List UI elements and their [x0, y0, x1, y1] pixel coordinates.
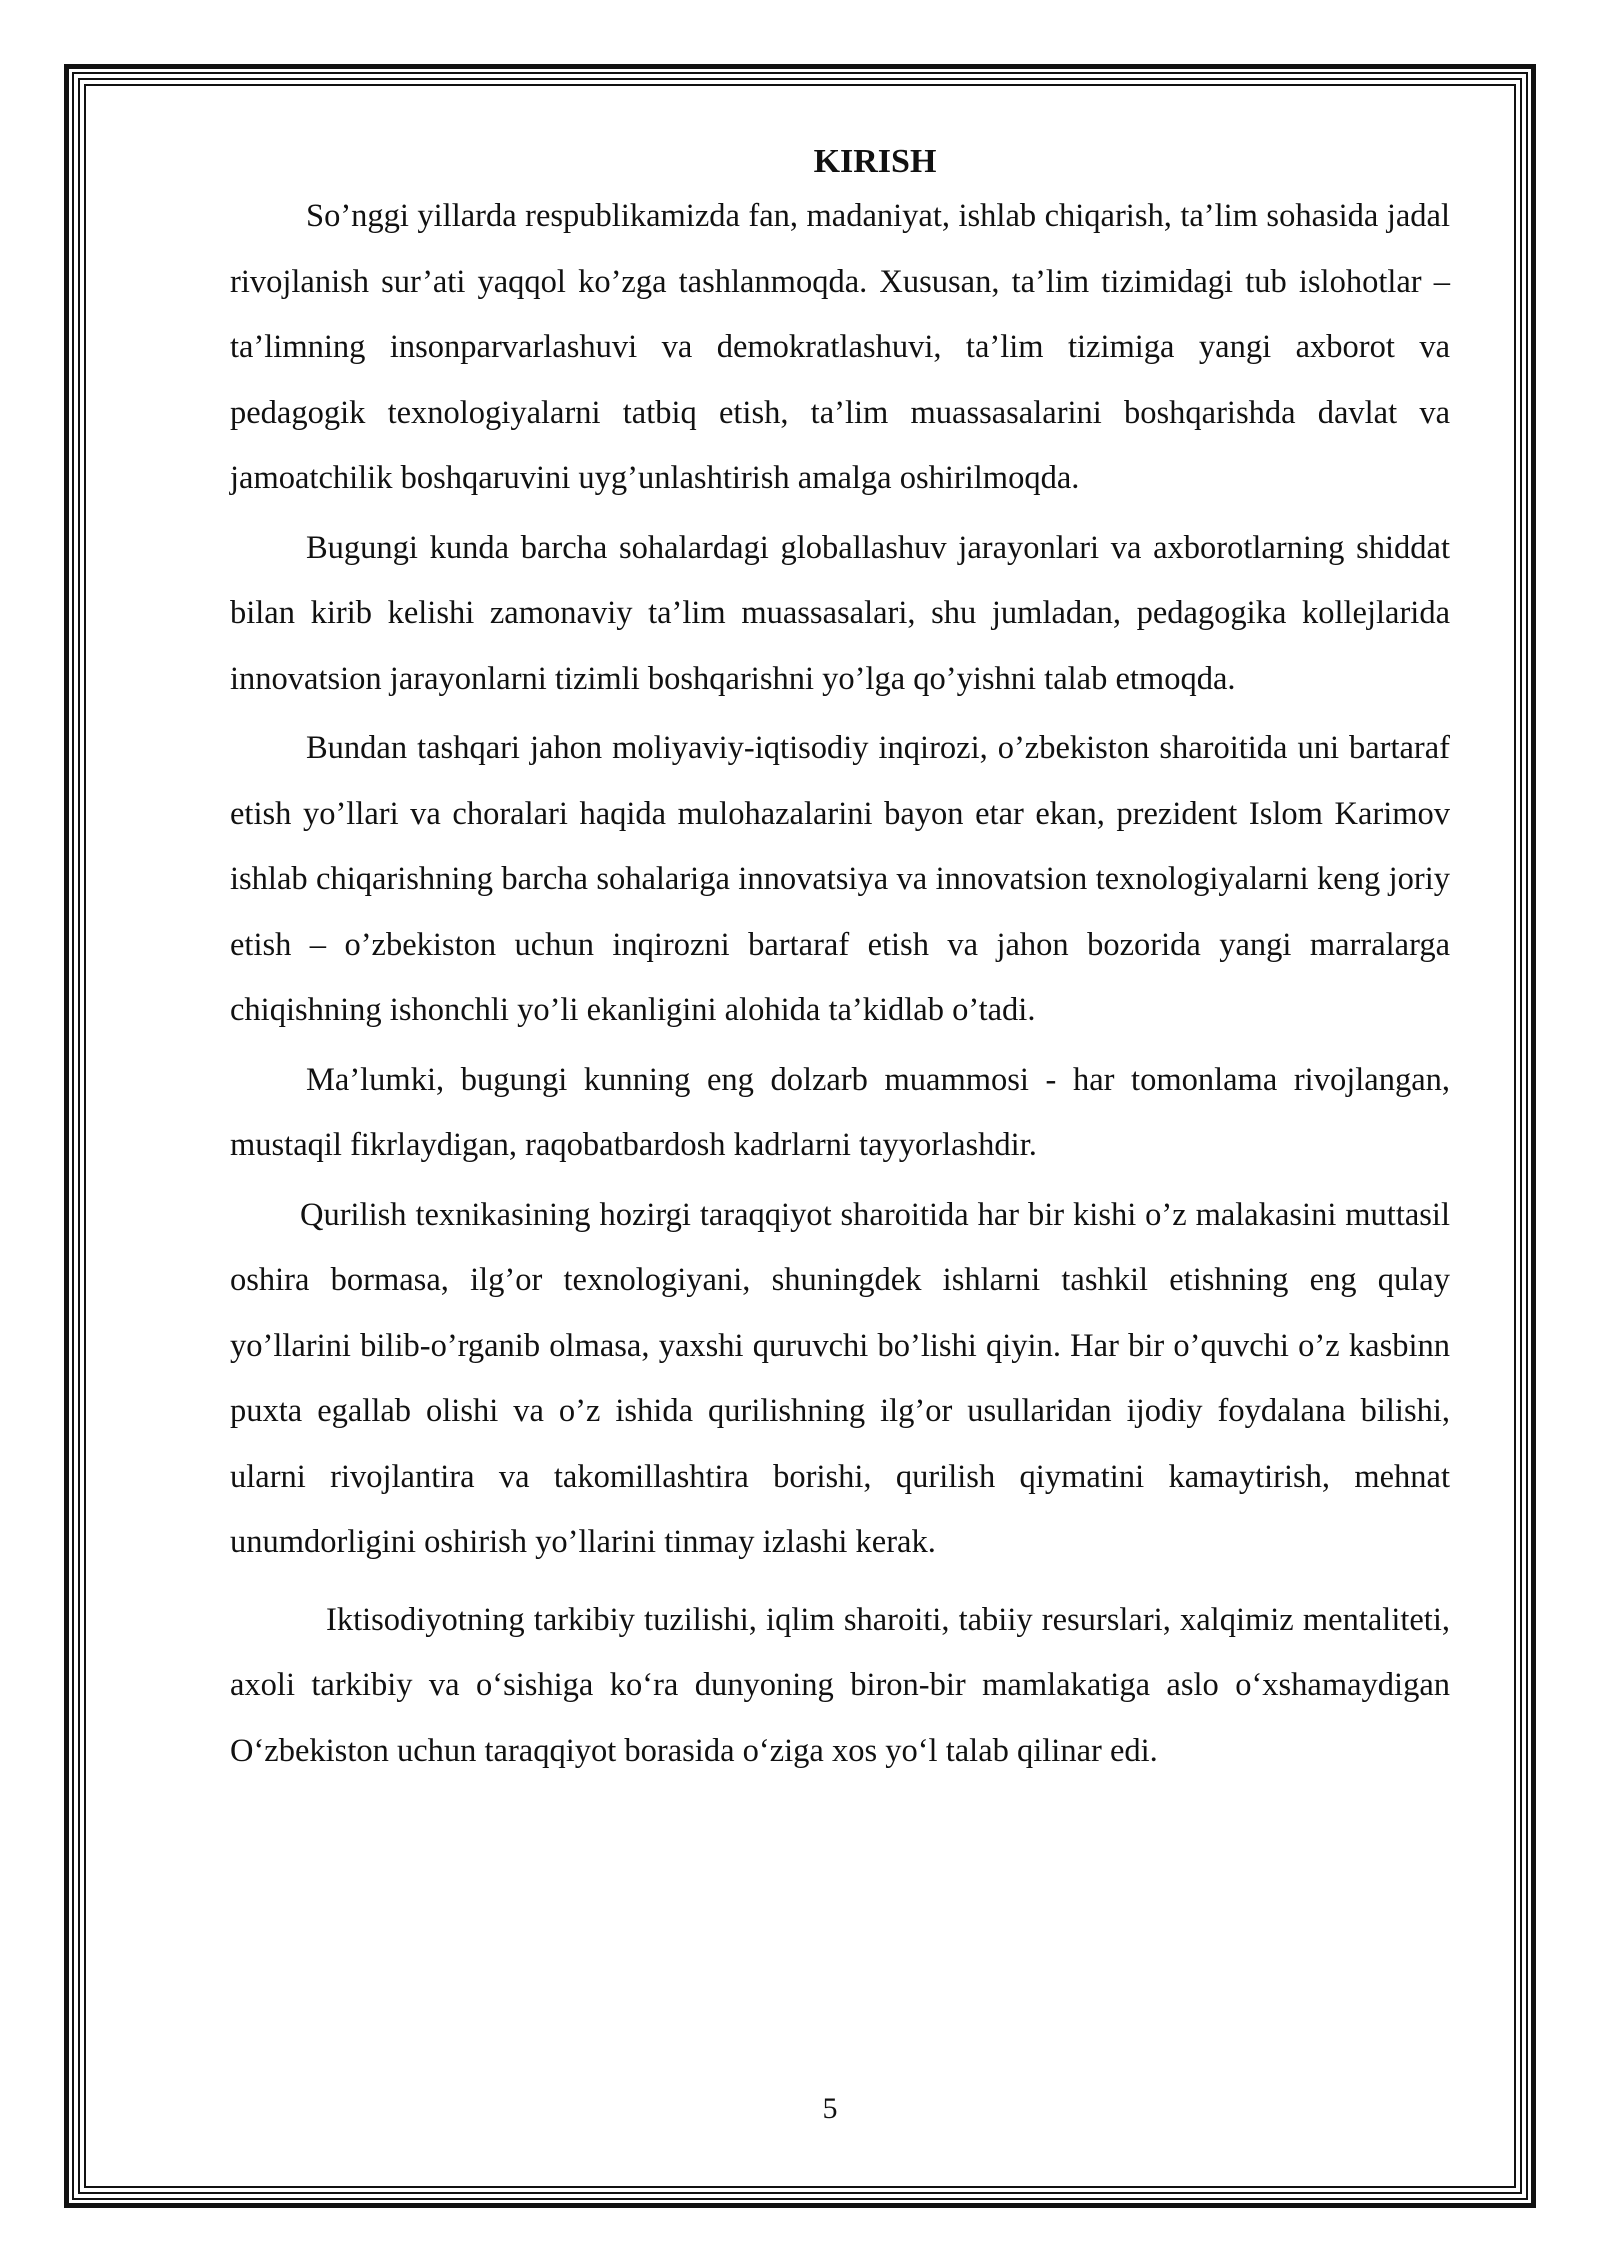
- paragraph-1: So’nggi yillarda respublikamizda fan, madaniyat, ishlab chiqarish, ta’lim sohasida jadal rivojlanish sur’ati yaqqol ko’zga tashlanmoqda. Xususan, ta’lim tizimidagi tub islohotlar – ta’limning insonparvarlashuvi va demokratlashuvi, ta’lim tizimiga yangi axborot va pedagogik texnologiyalarni tatbiq etish, ta’lim muassasalarini boshqarishda davlat va jamoatchilik boshqaruvini uyg’unlashtirish amalga oshirilmoqda.: [230, 198, 1450, 496]
- paragraph-3: Bundan tashqari jahon moliyaviy-iqtisodiy inqirozi, o’zbekiston sharoitida uni bartaraf etish yo’llari va choralari haqida mulohazalarini bayon etar ekan, prezident Islom Karimov ishlab chiqarishning barcha sohalariga innovatsiya va innovatsion texnologiyalarni keng joriy etish – o’zbekiston uchun inqirozni bartaraf etish va jahon bozorida yangi marralarga chiqishning ishonchli yo’li ekanligini alohida ta’kidlab o’tadi.: [230, 730, 1450, 1028]
- paragraph-2: Bugungi kunda barcha sohalardagi globallashuv jarayonlari va axborotlarning shiddat bilan kirib kelishi zamonaviy ta’lim muassasalari, shu jumladan, pedagogika kollejlarida innovatsion jarayonlarni tizimli boshqarishni yo’lga qo’yishni talab etmoqda.: [230, 529, 1450, 697]
- paragraph-6: Iktisodiyotning tarkibiy tuzilishi, iqlim sharoiti, tabiiy resurslari, xalqimiz mentaliteti, axoli tarkibiy va o‘sishiga ko‘ra dunyoning biron-bir mamlakatiga aslo o‘xshamaydigan O‘zbekiston uchun taraqqiyot borasida o‘ziga xos yo‘l talab qilinar edi.: [230, 1601, 1450, 1769]
- document-body: [230, 140, 1450, 1784]
- paragraph-5: Qurilish texnikasining hozirgi taraqqiyot sharoitida har bir kishi o’z malakasini muttasil oshira bormasa, ilg’or texnologiyani, shuningdek ishlarni tashkil etishning eng qulay yo’llarini bilib-o’rganib olmasa, yaxshi quruvchi bo’lishi qiyin. Har bir o’quvchi o’z kasbinn puxta egallab olishi va o’z ishida qurilishning ilg’or usullaridan ijodiy foydalana bilishi, ularni rivojlantira va takomillashtira borishi, qurilish qiymatini kamaytirish, mehnat unumdorligini oshirish yo’llarini tinmay izlashi kerak.: [230, 1196, 1450, 1560]
- page-number: 5: [822, 2092, 838, 2125]
- page-heading: KIRISH: [813, 143, 937, 180]
- paragraph-4: Ma’lumki, bugungi kunning eng dolzarb muammosi - har tomonlama rivojlangan, mustaqil fikrlaydigan, raqobatbardosh kadrlarni tayyorlashdir.: [230, 1061, 1450, 1163]
